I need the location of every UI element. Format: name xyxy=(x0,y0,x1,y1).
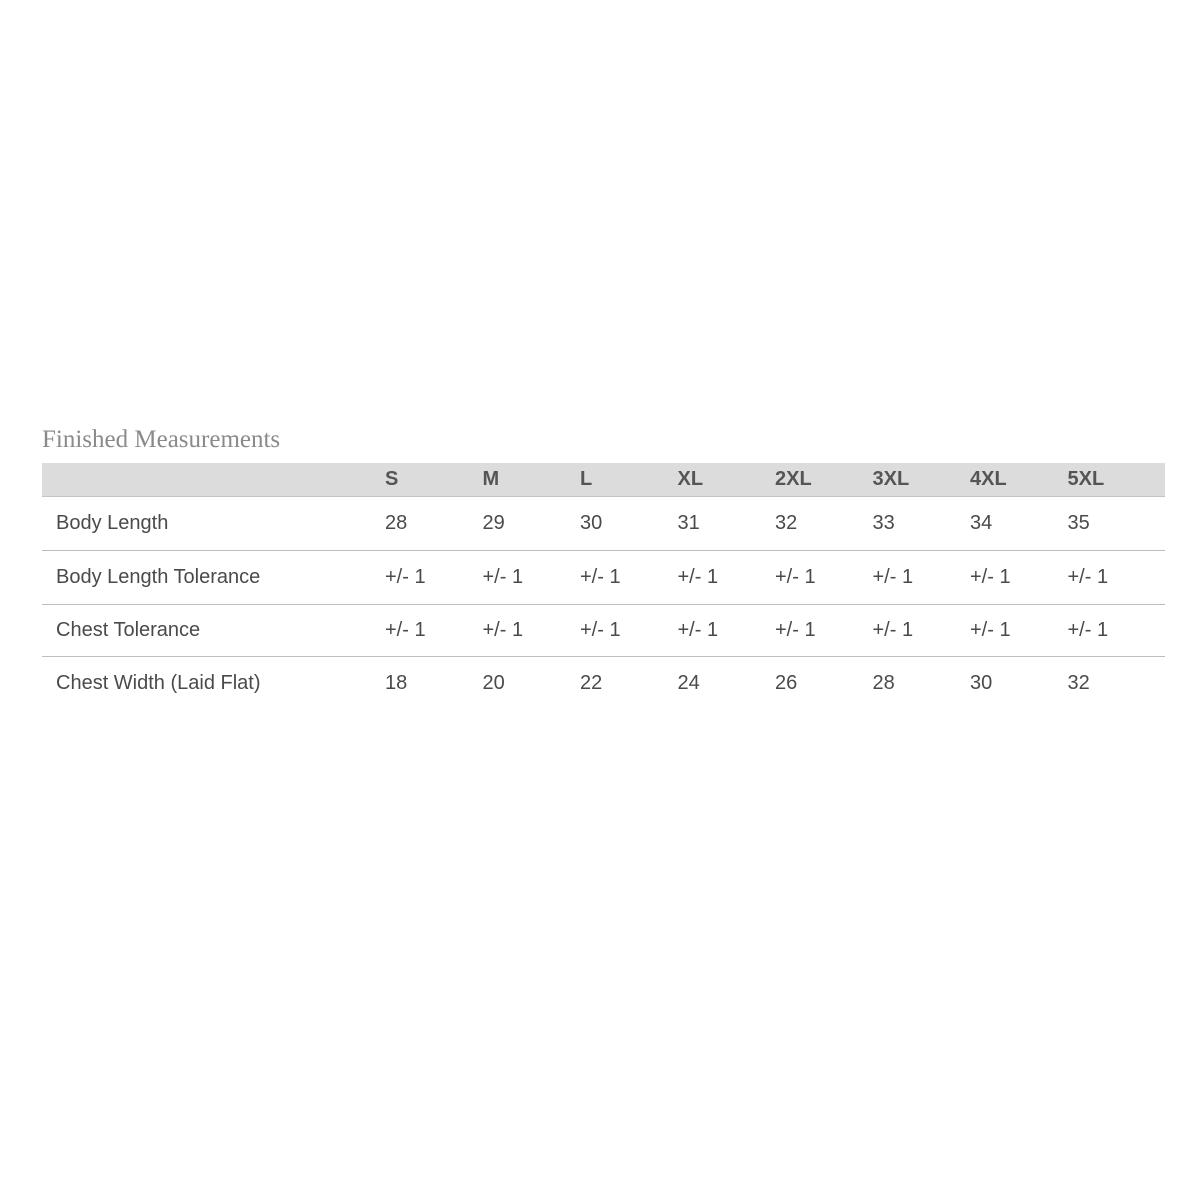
table-cell: 32 xyxy=(1067,672,1090,694)
table-row-body-length xyxy=(42,497,1165,551)
table-cell: +/- 1 xyxy=(970,551,1068,605)
table-cell: 30 xyxy=(970,672,993,694)
table-header-row xyxy=(42,463,1165,497)
table-cell: +/- 1 xyxy=(873,551,971,605)
table-cell: 34 xyxy=(970,497,1068,551)
size-header-5xl: 5XL xyxy=(1068,463,1166,497)
table-cell: +/- 1 xyxy=(385,551,483,605)
table-cell: +/- 1 xyxy=(873,605,971,657)
table-cell: 28 xyxy=(385,497,483,551)
table-cell: +/- 1 xyxy=(775,551,873,605)
table-cell: 26 xyxy=(775,672,798,694)
page-title: Finished Measurements xyxy=(42,426,281,453)
table-cell: +/- 1 xyxy=(775,605,873,657)
table-cell: 20 xyxy=(482,672,505,694)
table-cell: +/- 1 xyxy=(580,605,678,657)
table-cell: 28 xyxy=(872,672,895,694)
table-cell: 29 xyxy=(483,497,581,551)
table-cell: 33 xyxy=(873,497,971,551)
table-cell: 30 xyxy=(580,497,678,551)
measurements-table xyxy=(42,463,1165,710)
table-cell: 31 xyxy=(678,497,776,551)
table-cell: +/- 1 xyxy=(1068,551,1166,605)
table-cell: +/- 1 xyxy=(970,605,1068,657)
table-row-chest-tolerance xyxy=(42,605,1165,657)
table-cell: 18 xyxy=(385,672,408,694)
row-label: Chest Tolerance xyxy=(42,605,385,657)
table-row-chest-width xyxy=(42,657,1165,711)
size-header-m: M xyxy=(483,463,581,497)
table-cell: +/- 1 xyxy=(483,605,581,657)
table-cell: 24 xyxy=(677,672,700,694)
size-header-xl: XL xyxy=(678,463,776,497)
size-header-3xl: 3XL xyxy=(873,463,971,497)
size-header-s: S xyxy=(385,463,483,497)
table-cell: +/- 1 xyxy=(483,551,581,605)
row-label: Body Length xyxy=(42,497,385,551)
table-cell: +/- 1 xyxy=(1068,605,1166,657)
size-header-2xl: 2XL xyxy=(775,463,873,497)
table-row-body-length-tolerance xyxy=(42,551,1165,605)
table-cell: +/- 1 xyxy=(385,605,483,657)
table-cell: 32 xyxy=(775,497,873,551)
table-cell: 35 xyxy=(1068,497,1166,551)
table-cell: +/- 1 xyxy=(580,551,678,605)
table-cell: +/- 1 xyxy=(678,551,776,605)
header-corner-cell xyxy=(42,463,385,497)
size-header-l: L xyxy=(580,463,678,497)
row-label: Chest Width (Laid Flat) xyxy=(56,672,261,694)
size-header-4xl: 4XL xyxy=(970,463,1068,497)
row-label: Body Length Tolerance xyxy=(42,551,385,605)
table-cell: +/- 1 xyxy=(678,605,776,657)
table-cell: 22 xyxy=(580,672,603,694)
